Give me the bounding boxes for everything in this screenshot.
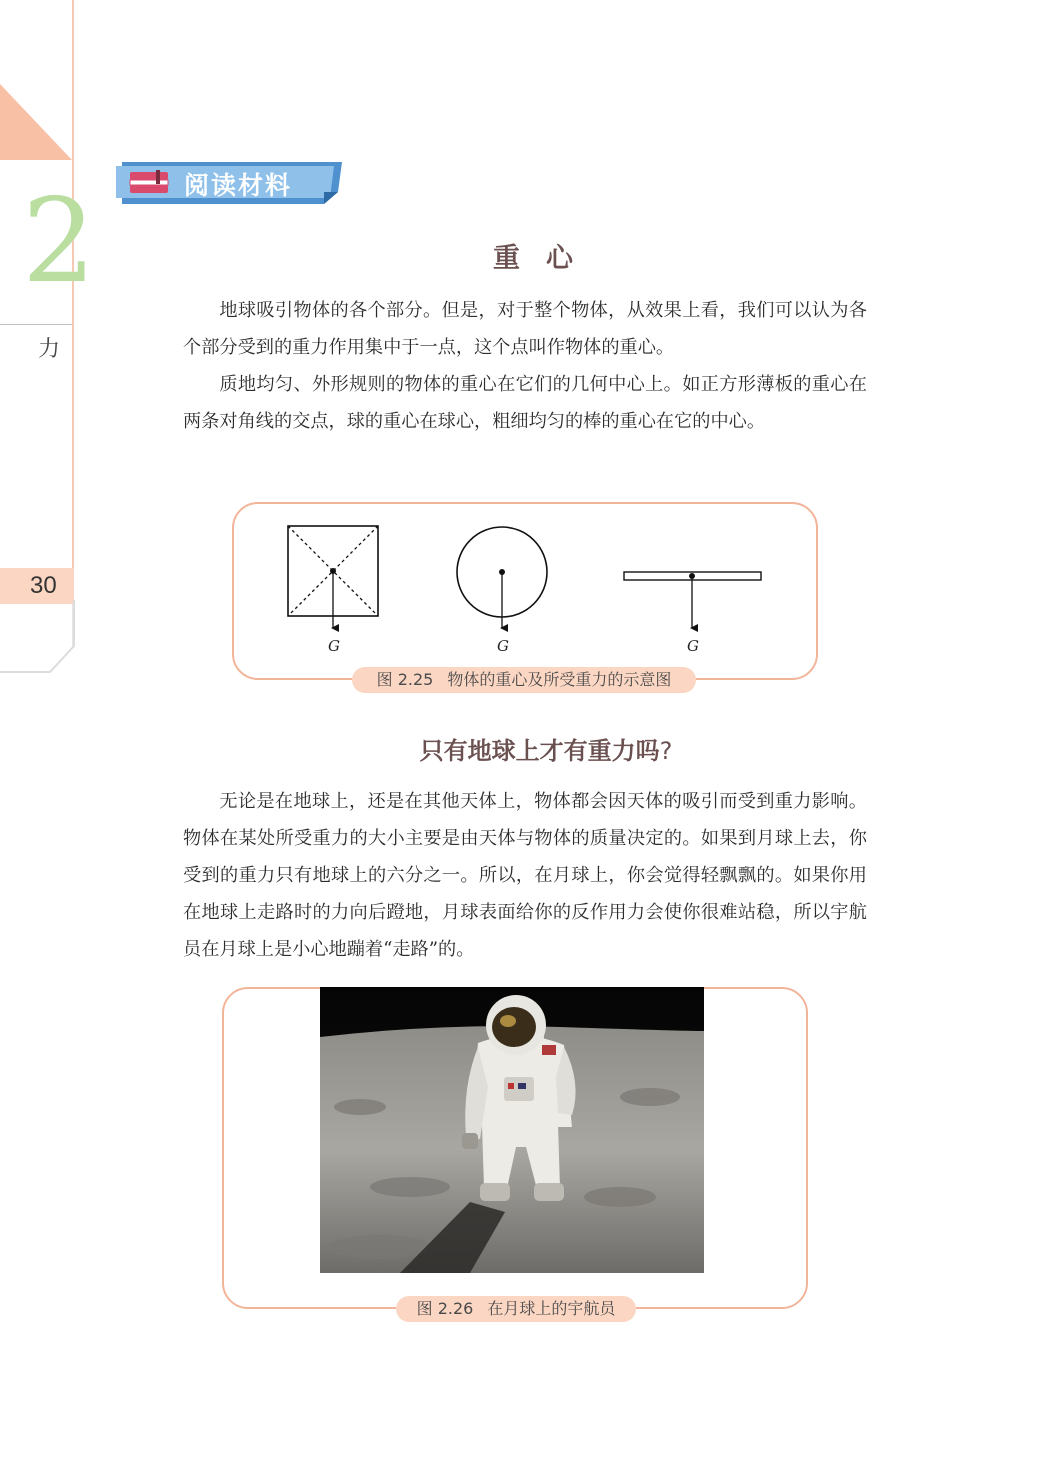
- page-fold-decoration: [0, 600, 76, 680]
- force-label: G: [328, 637, 340, 655]
- book-icon: [130, 170, 168, 193]
- chapter-number: 2: [22, 174, 96, 309]
- section-banner-label: 阅读材料: [184, 171, 293, 200]
- center-of-gravity-diagram: [232, 502, 818, 672]
- square-plate-shape: [288, 526, 378, 628]
- astronaut-on-moon-photo: [320, 987, 704, 1273]
- ball-shape: [457, 527, 547, 628]
- corner-triangle: [0, 84, 72, 160]
- rod-shape: [624, 572, 761, 628]
- figure-caption: [352, 667, 696, 693]
- force-label: G: [687, 637, 699, 655]
- article-title: [0, 731, 1048, 766]
- article-title-text: 只有地球上才有重力吗: [419, 737, 660, 765]
- figure-caption-text: 物体的重心及所受重力的示意图: [447, 670, 672, 689]
- figure-caption: [396, 1296, 636, 1322]
- paragraph: 质地均匀、外形规则的物体的重心在它们的几何中心上。如正方形薄板的重心在两条对角线的交点，球的重心在球心，粗细均匀的棒的重心在它的中心。: [183, 374, 867, 432]
- figure-number: 图 2.25: [376, 670, 434, 689]
- force-label: G: [497, 637, 509, 655]
- article-body: [183, 292, 867, 440]
- chapter-separator: [0, 324, 72, 325]
- figure-caption-text: 在月球上的宇航员: [487, 1299, 616, 1318]
- figure-number: 图 2.26: [416, 1299, 474, 1318]
- question-mark: ?: [659, 737, 673, 765]
- page-number: 30: [30, 572, 57, 599]
- chapter-label: 力: [38, 337, 61, 362]
- article-body: [183, 783, 867, 968]
- paragraph: 无论是在地球上，还是在其他天体上，物体都会因天体的吸引而受到重力影响。物体在某处所受重力的大小主要是由天体与物体的质量决定的。如果到月球上去，你受到的重力只有地球上的六分之一。所以，在月球上，你会觉得轻飘飘的。如果你用在地球上走路时的力向后蹬地，月球表面给你的反作用力会使你很难站稳，所以宇航员在月球上是小心地蹦着“走路”的。: [183, 791, 867, 960]
- article-title: 重心: [493, 243, 599, 274]
- paragraph: 地球吸引物体的各个部分。但是，对于整个物体，从效果上看，我们可以认为各个部分受到的重力作用集中于一点，这个点叫作物体的重心。: [183, 300, 867, 358]
